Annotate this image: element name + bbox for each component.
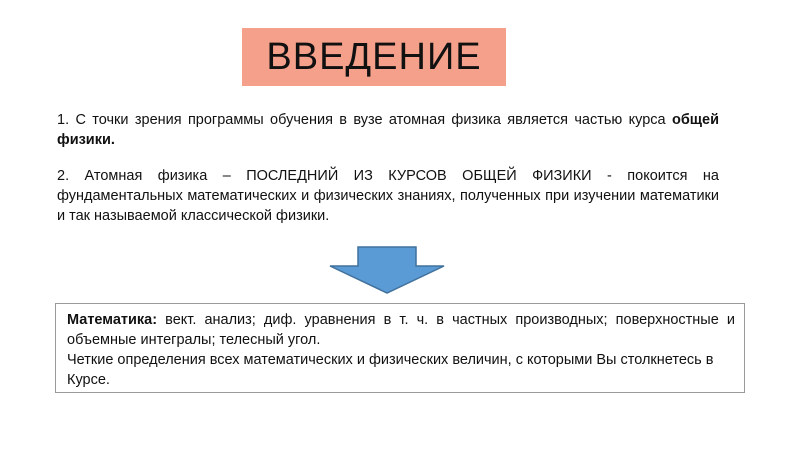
math-note-text-2: Четкие определения всех математических и физических величин, с которыми Вы столкнетесь в Курсе.	[67, 352, 714, 388]
paragraph-1	[57, 110, 719, 150]
title-box	[242, 28, 506, 86]
down-arrow-icon	[328, 246, 446, 294]
math-note-line-1	[67, 310, 735, 350]
slide-title: ВВЕДЕНИЕ	[266, 35, 482, 78]
math-note-box	[55, 303, 745, 393]
math-note-label: Математика:	[67, 312, 158, 328]
math-note-text-1: вект. анализ; диф. уравнения в т. ч. в частных производных; поверхностные и объемные интегралы; телесный угол.	[67, 312, 735, 348]
paragraph-1-text: 1. С точки зрения программы обучения в вузе атомная физика является частью курса	[57, 112, 672, 128]
paragraph-2: 2. Атомная физика – ПОСЛЕДНИЙ ИЗ КУРСОВ ОБЩЕЙ ФИЗИКИ - покоится на фундаментальных математических и физических знаниях, полученных при изучении математики и так называемой классической физики.	[57, 168, 719, 224]
paragraph-1-bold: общей физики.	[57, 112, 719, 148]
